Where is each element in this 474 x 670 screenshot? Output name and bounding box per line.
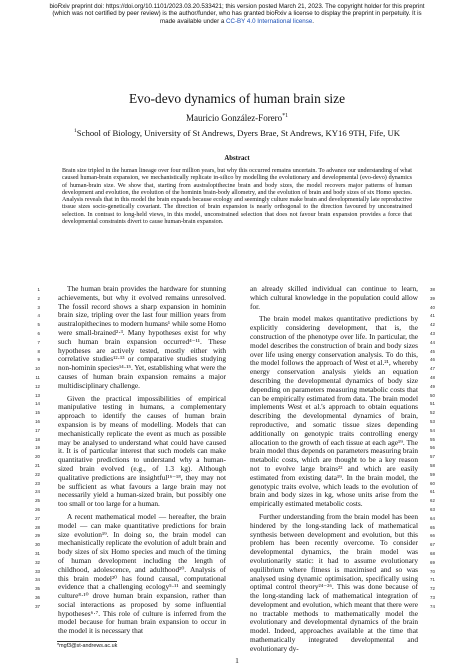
left-paragraph: Given the practical impossibilities of empirical manipulative testing in humans, a complementary approach to identify the causes of human brain expansion is by means of modelling. Models that can mechanistically replicate the event as much as possible may be analysed to understand what could have caused it. It is of particular interest that such models can make quantitative predictions to understand why a human-sized brain evolved (e.g., of 1.3 kg). Although qualitative predictions are insightful¹⁶⁻¹⁸, they may not be sufficient as what favours a large brain may not necessarily yield a human-sized brain, but possibly one too small or too large for a human. (58, 393, 226, 509)
left-paragraph: The human brain provides the hardware for stunning achievements, but why it evolved remains unresolved. The fossil record shows a sharp expansion in hominin brain size, tripling over the last four million years from australopithecines to modern humans¹ while some Homo were small-brained²·³. Many hypotheses exist for why such human brain expansion occurred⁴⁻¹¹. These hypotheses are actively tested, mostly either with correlative studies¹²·¹³ or comparative studies studying non-hominin species¹⁴·¹⁵. Yet, establishing what were the causes of human brain expansion remains a major multidisciplinary challenge. (58, 284, 226, 390)
line-number: 71 (430, 577, 435, 583)
line-number: 18 (35, 436, 40, 442)
line-number: 22 (35, 471, 40, 477)
line-number: 14 (35, 401, 40, 407)
line-number: 60 (430, 480, 435, 486)
right-paragraph: Further understanding from the brain model has been hindered by the long-standing lack of mathematical synthesis between development and evolution, but this problem has been recently overcome. To consider developmental dynamics, the brain model was evolutionarily static: it had to assume evolutionary equilibrium where fitness is maximised and so was analysed using dynamic optimisation, specifically using optimal control theory²⁴⁻²⁶. This was done because of the long-standing lack of mathematical integration of development and evolution, which meant that there were no tractable methods to mathematically model the evolutionary and developmental dynamics of the brain model. Indeed, approaches available at the time that mathematically integrated developmental and evolutionary dy- (250, 511, 418, 653)
line-number: 13 (35, 392, 40, 398)
banner-line-3-suffix: . (312, 17, 314, 25)
line-number: 70 (430, 568, 435, 574)
line-number: 39 (430, 295, 435, 301)
line-number: 24 (35, 489, 40, 495)
footnote: *mgf3@st-andrews.ac.uk (57, 643, 118, 649)
right-paragraph: The brain model makes quantitative predictions by explicitly considering development, that is, the construction of the phenotype over life. In particular, the model describes the construction of brain and body sizes over life using energy conservation analysis. To do this, the model follows the approach of West et al.²¹, whereby energy conservation analysis yields an equation describing the developmental dynamics of body size depending on parameters measuring metabolic costs that can be empirically estimated from data. The brain model implements West et al.'s approach to obtain equations describing the developmental dynamics of brain, reproductive, and somatic tissue sizes depending additionally on genotypic traits controlling energy allocation to the growth of each tissue at each age¹⁹. The brain model thus depends on parameters measuring brain metabolic costs, which are thought to be a key reason not to evolve large brains²² and which are easily estimated from existing data¹⁹. In the brain model, the genotypic traits evolve, which leads to the evolution of brain and body sizes in kg, whose units arise from the empirically estimated metabolic costs. (250, 314, 418, 509)
line-number: 57 (430, 454, 435, 460)
line-number: 54 (430, 427, 435, 433)
line-number: 61 (430, 489, 435, 495)
abstract-text: Brain size tripled in the human lineage over four million years, but why this occurred remains uncertain. To advance our understanding of what caused human-brain expansion, we mechanistically replicate in-silico by modelling the evolutionary and developmental (evo-devo) dynamics of human-brain size. We show that, starting from australopithecine brain and body sizes, the model recovers major patterns of human development and evolution, the evolution of the hominin brain-body allometry, and the evolution of brain and body sizes of six Homo species. Analysis reveals that in this model the brain expands because ecology and seemingly culture make brain and developmentally late reproductive tissue sizes socio-genetically covariant. The direction of brain expansion is nearly orthogonal to the direction favoured by unconstrained selection. In contrast to long-held views, in this model, unconstrained selection that does not favour brain expansion provides a force that developmental constraints divert to cause human-brain expansion. (62, 168, 412, 225)
line-number: 72 (430, 586, 435, 592)
line-number: 21 (35, 463, 40, 468)
line-number: 74 (430, 603, 435, 609)
line-number: 73 (430, 595, 435, 600)
line-number: 33 (35, 568, 40, 574)
line-number: 67 (430, 542, 435, 548)
banner-line-3-prefix: made available under a (159, 17, 225, 25)
line-number: 31 (35, 551, 40, 556)
line-number: 59 (430, 471, 435, 477)
line-number: 56 (430, 445, 435, 451)
line-number: 17 (35, 427, 40, 433)
line-number: 28 (35, 524, 40, 530)
line-number: 20 (35, 454, 40, 460)
line-number: 51 (430, 401, 435, 407)
line-number: 44 (430, 339, 435, 345)
abstract-heading: Abstract (224, 155, 250, 162)
affiliation-text: School of Biology, University of St Andrews, Dyers Brae, St Andrews, KY16 9TH, Fife, UK (76, 128, 401, 138)
author-marks: *1 (282, 113, 289, 119)
line-number: 58 (430, 463, 435, 468)
line-number: 25 (35, 498, 40, 504)
line-number: 43 (430, 331, 435, 336)
line-number: 27 (35, 515, 40, 521)
banner-line-1: bioRxiv preprint doi: https://doi.org/10.1101/2023.03.20.533421; this version posted March 21, 2023. The copyright holder for this preprint (49, 3, 425, 10)
line-number: 15 (35, 410, 40, 416)
license-link[interactable]: CC-BY 4.0 International license (226, 17, 313, 25)
line-number: 46 (430, 357, 435, 363)
line-number: 3 (37, 304, 40, 310)
line-number: 52 (430, 410, 435, 416)
line-number: 63 (430, 507, 435, 512)
line-number: 53 (430, 419, 435, 424)
line-number: 68 (430, 551, 435, 556)
banner-line-2: (which was not certified by peer review) is the author/funder, who has granted bioRxiv a license to display the preprint in perpetuity. It is (52, 10, 422, 18)
line-number: 8 (37, 348, 40, 354)
line-number: 1 (37, 287, 40, 292)
line-number: 55 (430, 436, 435, 442)
line-number: 47 (430, 366, 435, 372)
line-number: 32 (35, 559, 40, 565)
line-number: 62 (430, 498, 435, 504)
line-number: 2 (37, 295, 40, 301)
paper-title: Evo-devo dynamics of human brain size (128, 91, 346, 106)
line-number: 35 (35, 586, 40, 592)
line-number: 69 (430, 559, 435, 565)
line-number: 7 (37, 339, 40, 345)
right-paragraph: an already skilled individual can continue to learn, which cultural knowledge in the population could allow for. (250, 284, 418, 311)
line-number: 36 (35, 595, 40, 600)
line-number: 11 (35, 375, 40, 380)
left-paragraph: A recent mathematical model — hereafter, the brain model — can make quantitative predictions for brain size evolution¹⁹. In doing so, the brain model can mechanistically replicate the evolution of adult brain and body sizes of six Homo species and much of the timing of human development including the length of childhood, adolescence, and adulthood²⁰. Analysis of this brain model²⁰ has found causal, computational evidence that a challenging ecology⁵·¹¹ and seemingly culture⁸·¹⁰ drove human brain expansion, rather than social interactions as proposed by some influential hypotheses⁶·⁷. This role of culture is inferred from the model because for human brain expansion to occur in the model it is necessary that (58, 511, 226, 636)
line-number: 12 (35, 383, 40, 389)
page-number: 1 (235, 656, 239, 665)
line-number: 45 (430, 348, 435, 354)
line-number: 41 (430, 313, 435, 319)
line-number: 64 (430, 515, 435, 521)
line-number: 34 (35, 577, 40, 583)
line-number: 42 (430, 322, 435, 328)
author-name: Mauricio González-Forero (185, 113, 283, 123)
line-number: 6 (37, 331, 40, 336)
line-number: 23 (35, 480, 40, 486)
line-number: 65 (430, 524, 435, 530)
line-number: 4 (37, 313, 40, 319)
line-number: 50 (430, 392, 435, 398)
line-number: 10 (35, 366, 40, 372)
line-number: 66 (430, 533, 435, 539)
line-number: 37 (35, 603, 40, 609)
line-number: 38 (430, 287, 435, 292)
line-number: 9 (37, 357, 40, 363)
affiliation-mark: 1 (73, 128, 77, 135)
line-number: 29 (35, 533, 40, 539)
line-number: 30 (35, 542, 40, 548)
footnote-rule (57, 641, 117, 642)
line-number: 16 (35, 419, 40, 424)
line-number: 26 (35, 507, 40, 512)
line-number: 40 (430, 304, 435, 310)
line-number: 49 (430, 383, 435, 389)
line-number: 19 (35, 445, 40, 451)
line-number: 5 (37, 322, 40, 328)
line-number: 48 (430, 375, 435, 380)
